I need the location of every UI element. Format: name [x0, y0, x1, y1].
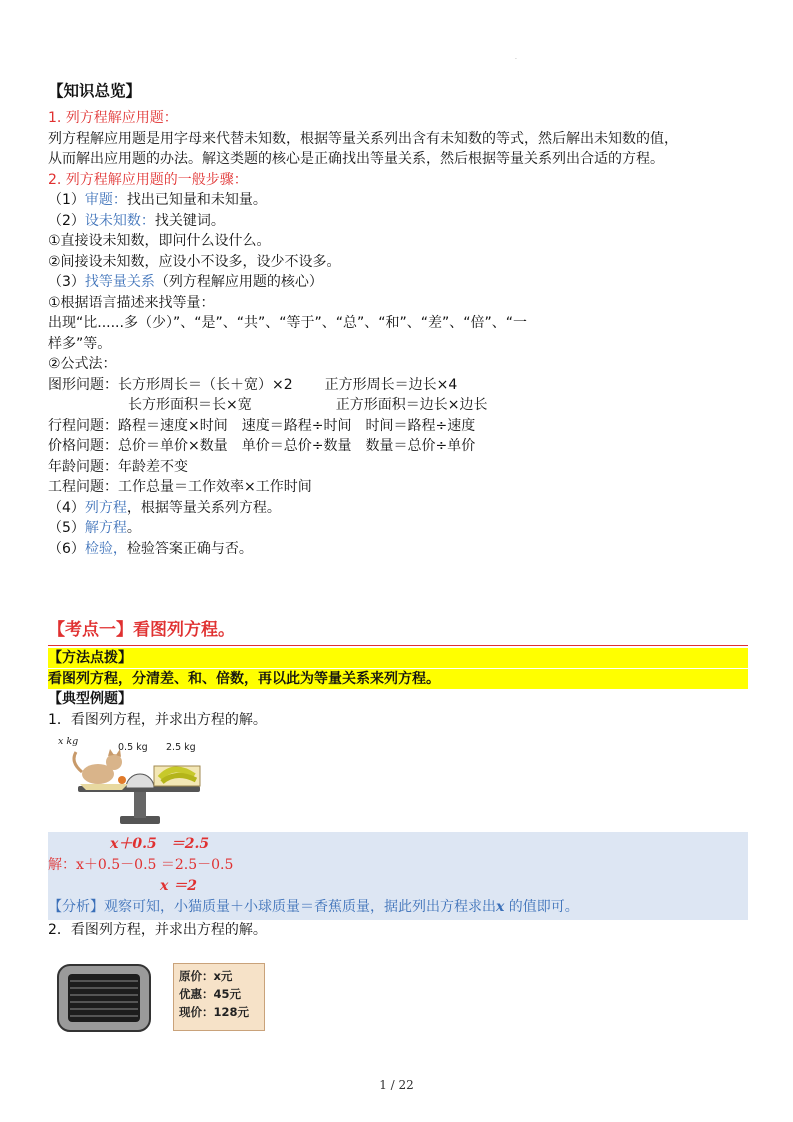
formula-item: 正方形周长＝边长×4: [324, 376, 458, 393]
step-4: [48, 498, 748, 519]
formula-item: 长方形面积＝长×宽: [128, 397, 252, 413]
step-key: 解方程: [84, 520, 127, 536]
method-text: 看图列方程，分清差、和、倍数，再以此为等量关系来列方程。: [48, 669, 748, 689]
formula-figure-row2: [48, 395, 748, 416]
step-3b: ②公式法：: [48, 356, 117, 372]
p1-title: 1. 列方程解应用题：: [48, 110, 178, 126]
formula-item: 单价＝总价÷数量: [241, 438, 352, 454]
formula-work: [48, 477, 748, 498]
formula-item: 工作总量＝工作效率×工作时间: [118, 479, 312, 495]
stray-dot: ·: [515, 56, 517, 63]
step-num: （4）: [48, 499, 85, 516]
step-3a-text2: 样多”等。: [48, 335, 112, 352]
formula-item: 路程＝速度×时间: [118, 417, 228, 434]
fig-label-banana: 2.5 kg: [166, 742, 196, 753]
step-3a-text1: 出现“比......多（少）”、“是”、“共”、“等于”、“总”、“和”、“差”、“倍”、“一: [48, 315, 527, 331]
example-header: 【典型例题】: [48, 691, 132, 707]
heater-illustration: [56, 963, 152, 1035]
step-num: （1）: [48, 192, 85, 208]
step-text: 。: [126, 520, 141, 536]
page-number: 1 / 22: [379, 1078, 414, 1092]
formula-label: 图形问题：: [48, 376, 118, 393]
step-5: [48, 518, 748, 539]
step-key: 检验，: [84, 540, 127, 557]
question-2: 2．看图列方程，并求出方程的解。: [48, 922, 267, 938]
answer-box: [48, 832, 748, 920]
formula-item: 正方形面积＝边长×边长: [335, 397, 488, 413]
step-text: 找关键词。: [154, 212, 225, 229]
formula-figure-row1: [48, 375, 748, 396]
answer-line-2: [48, 855, 748, 876]
step-text: 找出已知量和未知量。: [126, 192, 267, 208]
formula-item: 长方形周长＝（长＋宽）×2: [118, 376, 293, 393]
question-1: 1．看图列方程，并求出方程的解。: [48, 711, 267, 728]
step-key: 审题：: [84, 192, 127, 208]
formula-item: 总价＝单价×数量: [118, 438, 228, 454]
fig-label-ball: 0.5 kg: [118, 742, 148, 753]
fig-label-x: x kg: [58, 736, 79, 747]
answer-expr: x ＝2: [160, 878, 197, 894]
analysis-tail: 的值即可。: [504, 899, 579, 915]
analysis-var: x: [496, 899, 505, 915]
formula-item: 速度＝路程÷时间: [241, 417, 352, 434]
step-3: [48, 272, 748, 293]
step-2a: ①直接设未知数，即问什么设什么。: [48, 233, 271, 249]
scale-figure: [48, 732, 248, 828]
answer-expr: x＋0.5 ＝2.5: [110, 836, 210, 852]
answer-line-1: [48, 834, 748, 855]
formula-age: [48, 457, 748, 478]
formula-label: 年龄问题：: [48, 458, 118, 475]
step-text: 检验答案正确与否。: [126, 540, 253, 557]
price-current: 现价：128元: [179, 1005, 250, 1019]
analysis: [48, 897, 748, 918]
formula-item: 时间＝路程÷速度: [365, 417, 476, 434]
step-num: （5）: [48, 520, 85, 536]
step-num: （6）: [48, 540, 85, 557]
kaodian-title: 【考点一】看图列方程。: [48, 617, 748, 646]
step-key: 设未知数：: [84, 212, 155, 229]
answer-expr: x＋0.5－0.5 ＝2.5－0.5: [76, 857, 234, 873]
method-header: 【方法点拨】: [48, 648, 748, 668]
p1-text-b: 从而解出应用题的办法。解这类题的核心是正确找出等量关系，然后根据等量关系列出合适的方程。: [48, 151, 664, 167]
formula-item: 数量＝总价÷单价: [365, 438, 476, 454]
answer-prefix: 解：: [48, 857, 76, 873]
formula-item: 年龄差不变: [118, 458, 188, 475]
step-key: 找等量关系: [84, 274, 155, 290]
formula-label: 行程问题：: [48, 417, 118, 434]
step-text: ，根据等量关系列方程。: [126, 499, 281, 516]
p1-text-a: 列方程解应用题是用字母来代替未知数，根据等量关系列出含有未知数的等式，然后解出未知数的值，: [48, 130, 678, 147]
price-discount: 优惠：45元: [179, 987, 242, 1001]
p2-title: 2. 列方程解应用题的一般步骤：: [48, 171, 248, 188]
page-content: [48, 0, 748, 941]
step-text: （列方程解应用题的核心）: [154, 274, 323, 290]
price-card: [173, 963, 265, 1031]
section-header-overview: 【知识总览】: [48, 82, 142, 100]
step-num: （2）: [48, 212, 85, 229]
step-2b: ②间接设未知数，应设小不设多，设少不设多。: [48, 253, 341, 270]
step-key: 列方程: [84, 499, 127, 516]
analysis-body: 观察可知，小猫质量＋小球质量＝香蕉质量，据此列出方程求出: [104, 899, 496, 915]
formula-travel: [48, 416, 748, 437]
step-1: [48, 190, 748, 211]
step-3a: ①根据语言描述来找等量：: [48, 294, 215, 311]
formula-label: 价格问题：: [48, 438, 118, 454]
step-num: （3）: [48, 274, 85, 290]
answer-line-3: [48, 876, 748, 897]
analysis-head: 【分析】: [48, 899, 104, 915]
step-6: [48, 539, 748, 560]
step-2: [48, 211, 748, 232]
formula-label: 工程问题：: [48, 479, 118, 495]
formula-price: [48, 436, 748, 457]
price-original: 原价：x元: [179, 969, 233, 983]
scale-illustration: [48, 732, 248, 828]
